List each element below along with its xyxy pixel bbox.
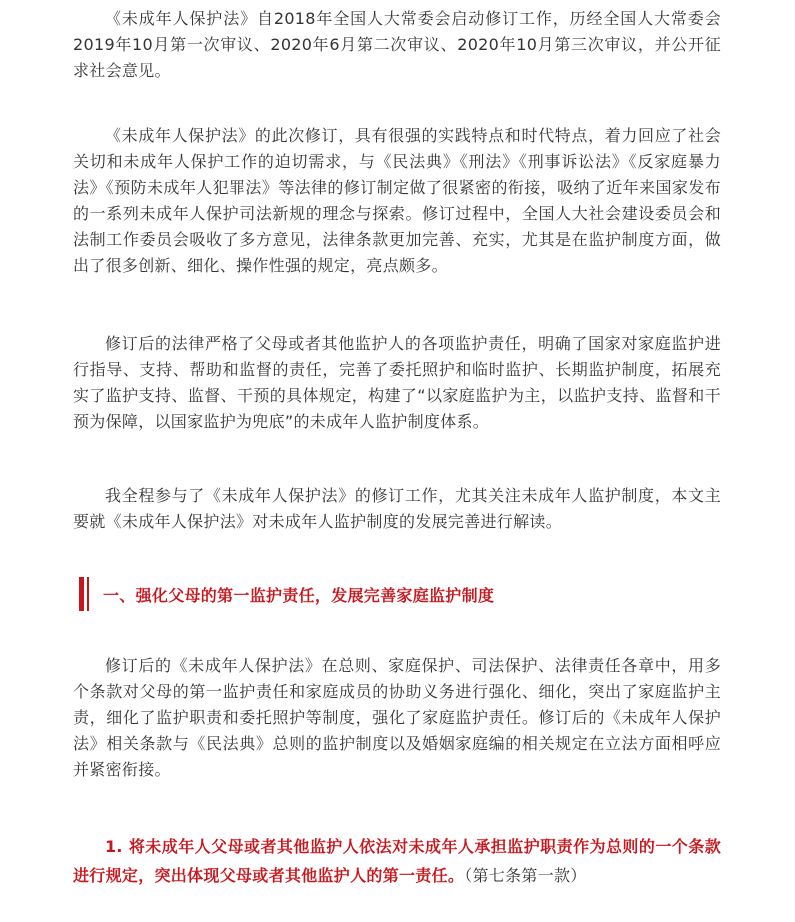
section-heading	[73, 577, 721, 611]
paragraph-family-guardianship: 修订后的《未成年人保护法》在总则、家庭保护、司法保护、法律责任各章中，用多个条款对父母的第一监护责任和家庭成员的协助义务进行强化、细化，突出了家庭监护主责，细化了监护职责和委托照护等制度，强化了家庭监护责任。修订后的《未成年人保护法》相关条款与《民法典》总则的监护制度以及婚姻家庭编的相关规定在立法方面相呼应并紧密衔接。	[73, 656, 721, 779]
clause-item-1-text: 1. 将未成年人父母或者其他监护人依法对未成年人承担监护职责作为总则的一个条款进行规定，突出体现父母或者其他监护人的第一责任。	[73, 837, 721, 885]
clause-item-1-reference: （第七条第一款）	[464, 866, 587, 885]
paragraph-author-intro: 我全程参与了《未成年人保护法》的修订工作，尤其关注未成年人监护制度，本文主要就《未成年人保护法》对未成年人监护制度的发展完善进行解读。	[73, 486, 721, 531]
section-bar-icon	[73, 577, 91, 611]
clause-item-1	[73, 832, 721, 890]
section-title: 一、强化父母的第一监护责任，发展完善家庭监护制度	[103, 585, 495, 605]
paragraph-revision-features: 《未成年人保护法》的此次修订，具有很强的实践特点和时代特点，着力回应了社会关切和未成年人保护工作的迫切需求，与《民法典》《刑法》《刑事诉讼法》《反家庭暴力法》《预防未成年人犯罪法》等法律的修订制定做了很紧密的衔接，吸纳了近年来国家发布的一系列未成年人保护司法新规的理念与探索。修订过程中，全国人大社会建设委员会和法制工作委员会吸收了多方意见，法律条款更加完善、充实，尤其是在监护制度方面，做出了很多创新、细化、操作性强的规定，亮点颇多。	[73, 126, 721, 275]
paragraph-guardianship-system: 修订后的法律严格了父母或者其他监护人的各项监护责任，明确了国家对家庭监护进行指导、支持、帮助和监督的责任，完善了委托照护和临时监护、长期监护制度，拓展充实了监护支持、监督、干预的具体规定，构建了“以家庭监护为主，以监护支持、监督和干预为保障，以国家监护为兜底”的未成年人监护制度体系。	[73, 334, 721, 431]
paragraph-revision-history: 《未成年人保护法》自2018年全国人大常委会启动修订工作，历经全国人大常委会2019年10月第一次审议、2020年6月第二次审议、2020年10月第三次审议，并公开征求社会意见。	[73, 9, 721, 80]
